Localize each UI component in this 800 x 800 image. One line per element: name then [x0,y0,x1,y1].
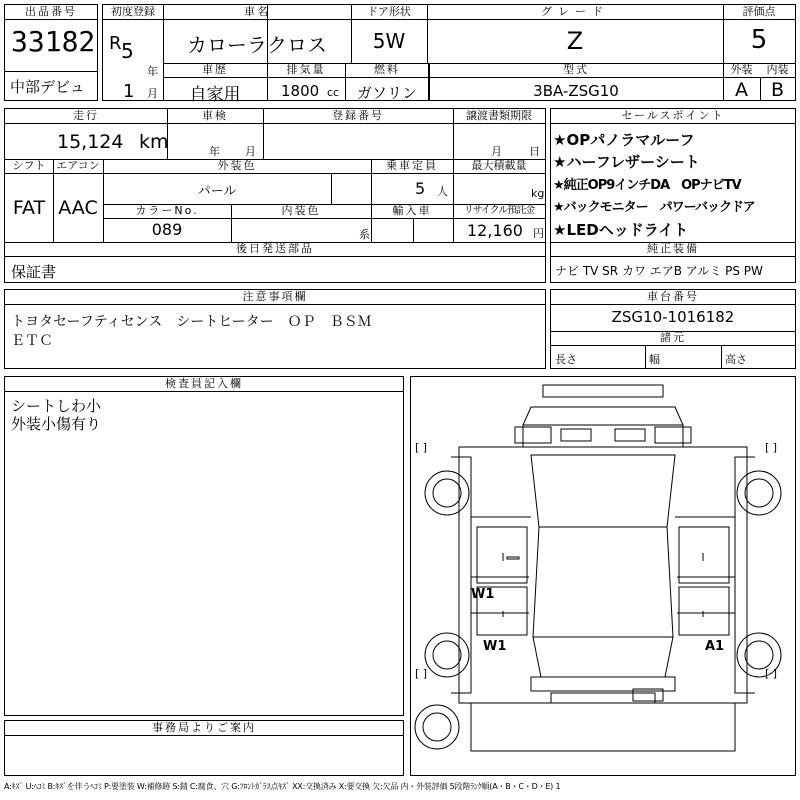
sales-point-item: ★バックモニター パワーバックドア [553,200,755,215]
reg-year: 5 [121,39,134,63]
color-no: 089 [151,220,183,239]
first-reg-label: 初度登録 [111,5,155,18]
inspection-month-unit: 月 [245,145,256,158]
sales-points-label: セールスポイント [621,109,725,122]
car-outline [411,377,795,775]
door-label: ドア形状 [367,5,411,18]
reg-no-label: 登録番号 [332,109,384,122]
interior-label: 内装 [766,63,789,76]
inspector-line: シートしわ小 [11,397,102,415]
height-label: 高さ [725,353,747,366]
length-label: 長さ [555,353,577,366]
inspector-block [4,376,404,716]
capacity-unit: 人 [437,185,448,198]
exterior-label: 外装 [730,63,753,76]
notes-line: トヨタセーフティセンス シートヒーター ＯＰ ＢＳＭ [11,314,372,330]
max-load-label: 最大積載量 [471,159,527,172]
color-no-label: カラーNo. [135,204,199,217]
sales-point-item: ★LEDヘッドライト [553,221,689,239]
sales-point-item: ★ハーフレザーシート [553,153,700,171]
damage-mark: A1 [705,639,725,654]
equipment-label: 純正装備 [647,242,699,255]
mileage: 15,124 [57,131,124,153]
office-label: 事務局よりご案内 [152,721,256,734]
reg-month: 1 [123,81,135,102]
model-label: 型式 [563,63,589,76]
mileage-label: 走行 [73,109,99,122]
inspector-line: 外装小傷有り [11,415,102,433]
office-block [4,720,404,776]
history-label: 車歴 [202,63,228,76]
score: 5 [750,25,768,55]
displacement-label: 排気量 [286,63,326,76]
diagram-bracket: [ ] [765,441,778,454]
exterior-grade: A [735,79,748,101]
model: 3BA-ZSG10 [533,82,619,100]
ac-label: エアコン [56,159,100,172]
width-label: 幅 [649,353,660,366]
sales-points-block [550,108,796,283]
notes-label: 注意事項欄 [242,290,308,303]
era: R [109,33,122,54]
capacity: 5 [415,179,426,198]
shift: FAT [12,197,46,219]
inspection-label: 車検 [202,109,228,122]
fuel: ガソリン [356,84,417,102]
diagram-bracket: [ ] [765,667,778,680]
transfer-label: 譲渡書類期限 [466,109,532,122]
inspector-label: 検査員記入欄 [165,377,243,390]
history: 自家用 [189,85,241,105]
color-label: 外装色 [217,159,257,172]
spec-block [4,108,546,283]
door-type: 5W [372,29,406,53]
capacity-label: 乗車定員 [386,159,438,172]
int-color-unit: 系 [359,228,370,241]
recycle-unit: 円 [533,227,544,240]
shift-label: シフト [12,159,46,172]
grade: Z [566,27,584,55]
fuel-label: 燃料 [374,63,400,76]
debut-label: 中部デビュ [10,78,86,96]
diagram-bracket: [ ] [415,667,428,680]
chassis-block [550,289,796,369]
chassis-label: 車台番号 [647,290,699,303]
diagram-bracket: [ ] [415,441,428,454]
notes-block [4,289,546,369]
damage-mark: W1 [483,639,507,654]
car-info-block [102,4,796,105]
sales-point-item: ★OPパノラマルーフ [553,131,695,149]
import-label: 輸入車 [392,204,432,217]
damage-mark: W1 [471,587,495,602]
lot-label: 出品番号 [5,5,97,20]
notes-line: ＥＴＣ [11,333,53,349]
chassis-number: ZSG10-1016182 [611,308,735,326]
grade-label: グレード [541,5,609,18]
later-parts-label: 後日発送部品 [236,242,314,255]
year-unit: 年 [147,65,158,78]
dims-label: 諸元 [660,331,686,344]
car-name: カローラクロス [187,33,327,57]
recycle-label: リサイクル預託金 [463,205,535,216]
car-diagram [410,376,796,776]
mileage-unit: km [139,131,169,153]
transfer-month-unit: 月 [491,145,502,158]
max-load-unit: kg [531,187,545,200]
color: パール [197,184,237,199]
header-block [4,4,98,101]
ac: AAC [58,197,98,219]
displacement-unit: cc [327,86,340,99]
inspection-year-unit: 年 [209,145,220,158]
lot-number: 33182 [11,25,96,58]
month-unit: 月 [147,87,158,100]
later-parts: 保証書 [11,263,57,281]
interior-grade: B [770,79,785,101]
equipment: ナビ TV SR カワ エアB アルミ PS PW [555,264,763,278]
transfer-day-unit: 日 [529,145,540,158]
displacement: 1800 [281,82,320,100]
recycle: 12,160 [467,221,523,240]
legend: A:ｷｽﾞ U:ﾍｺﾐ B:ｷｽﾞを伴うﾍｺﾐ P:要塗装 W:補修跡 S:錆 C:腐食、穴 G:ﾌﾛﾝﾄｶﾞﾗｽ点ｷｽﾞ XX:交換済み X:要交換 欠:欠品 内・外装評価 5段階ﾗﾝｸ順(A・B・C・D・E) 1 [4,782,561,791]
int-color-label: 内装色 [281,204,321,217]
car-name-label: 車名 [244,5,270,18]
sales-point-item: ★純正OP9インチDA OPナビTV [553,178,741,193]
score-label: 評価点 [742,5,776,18]
